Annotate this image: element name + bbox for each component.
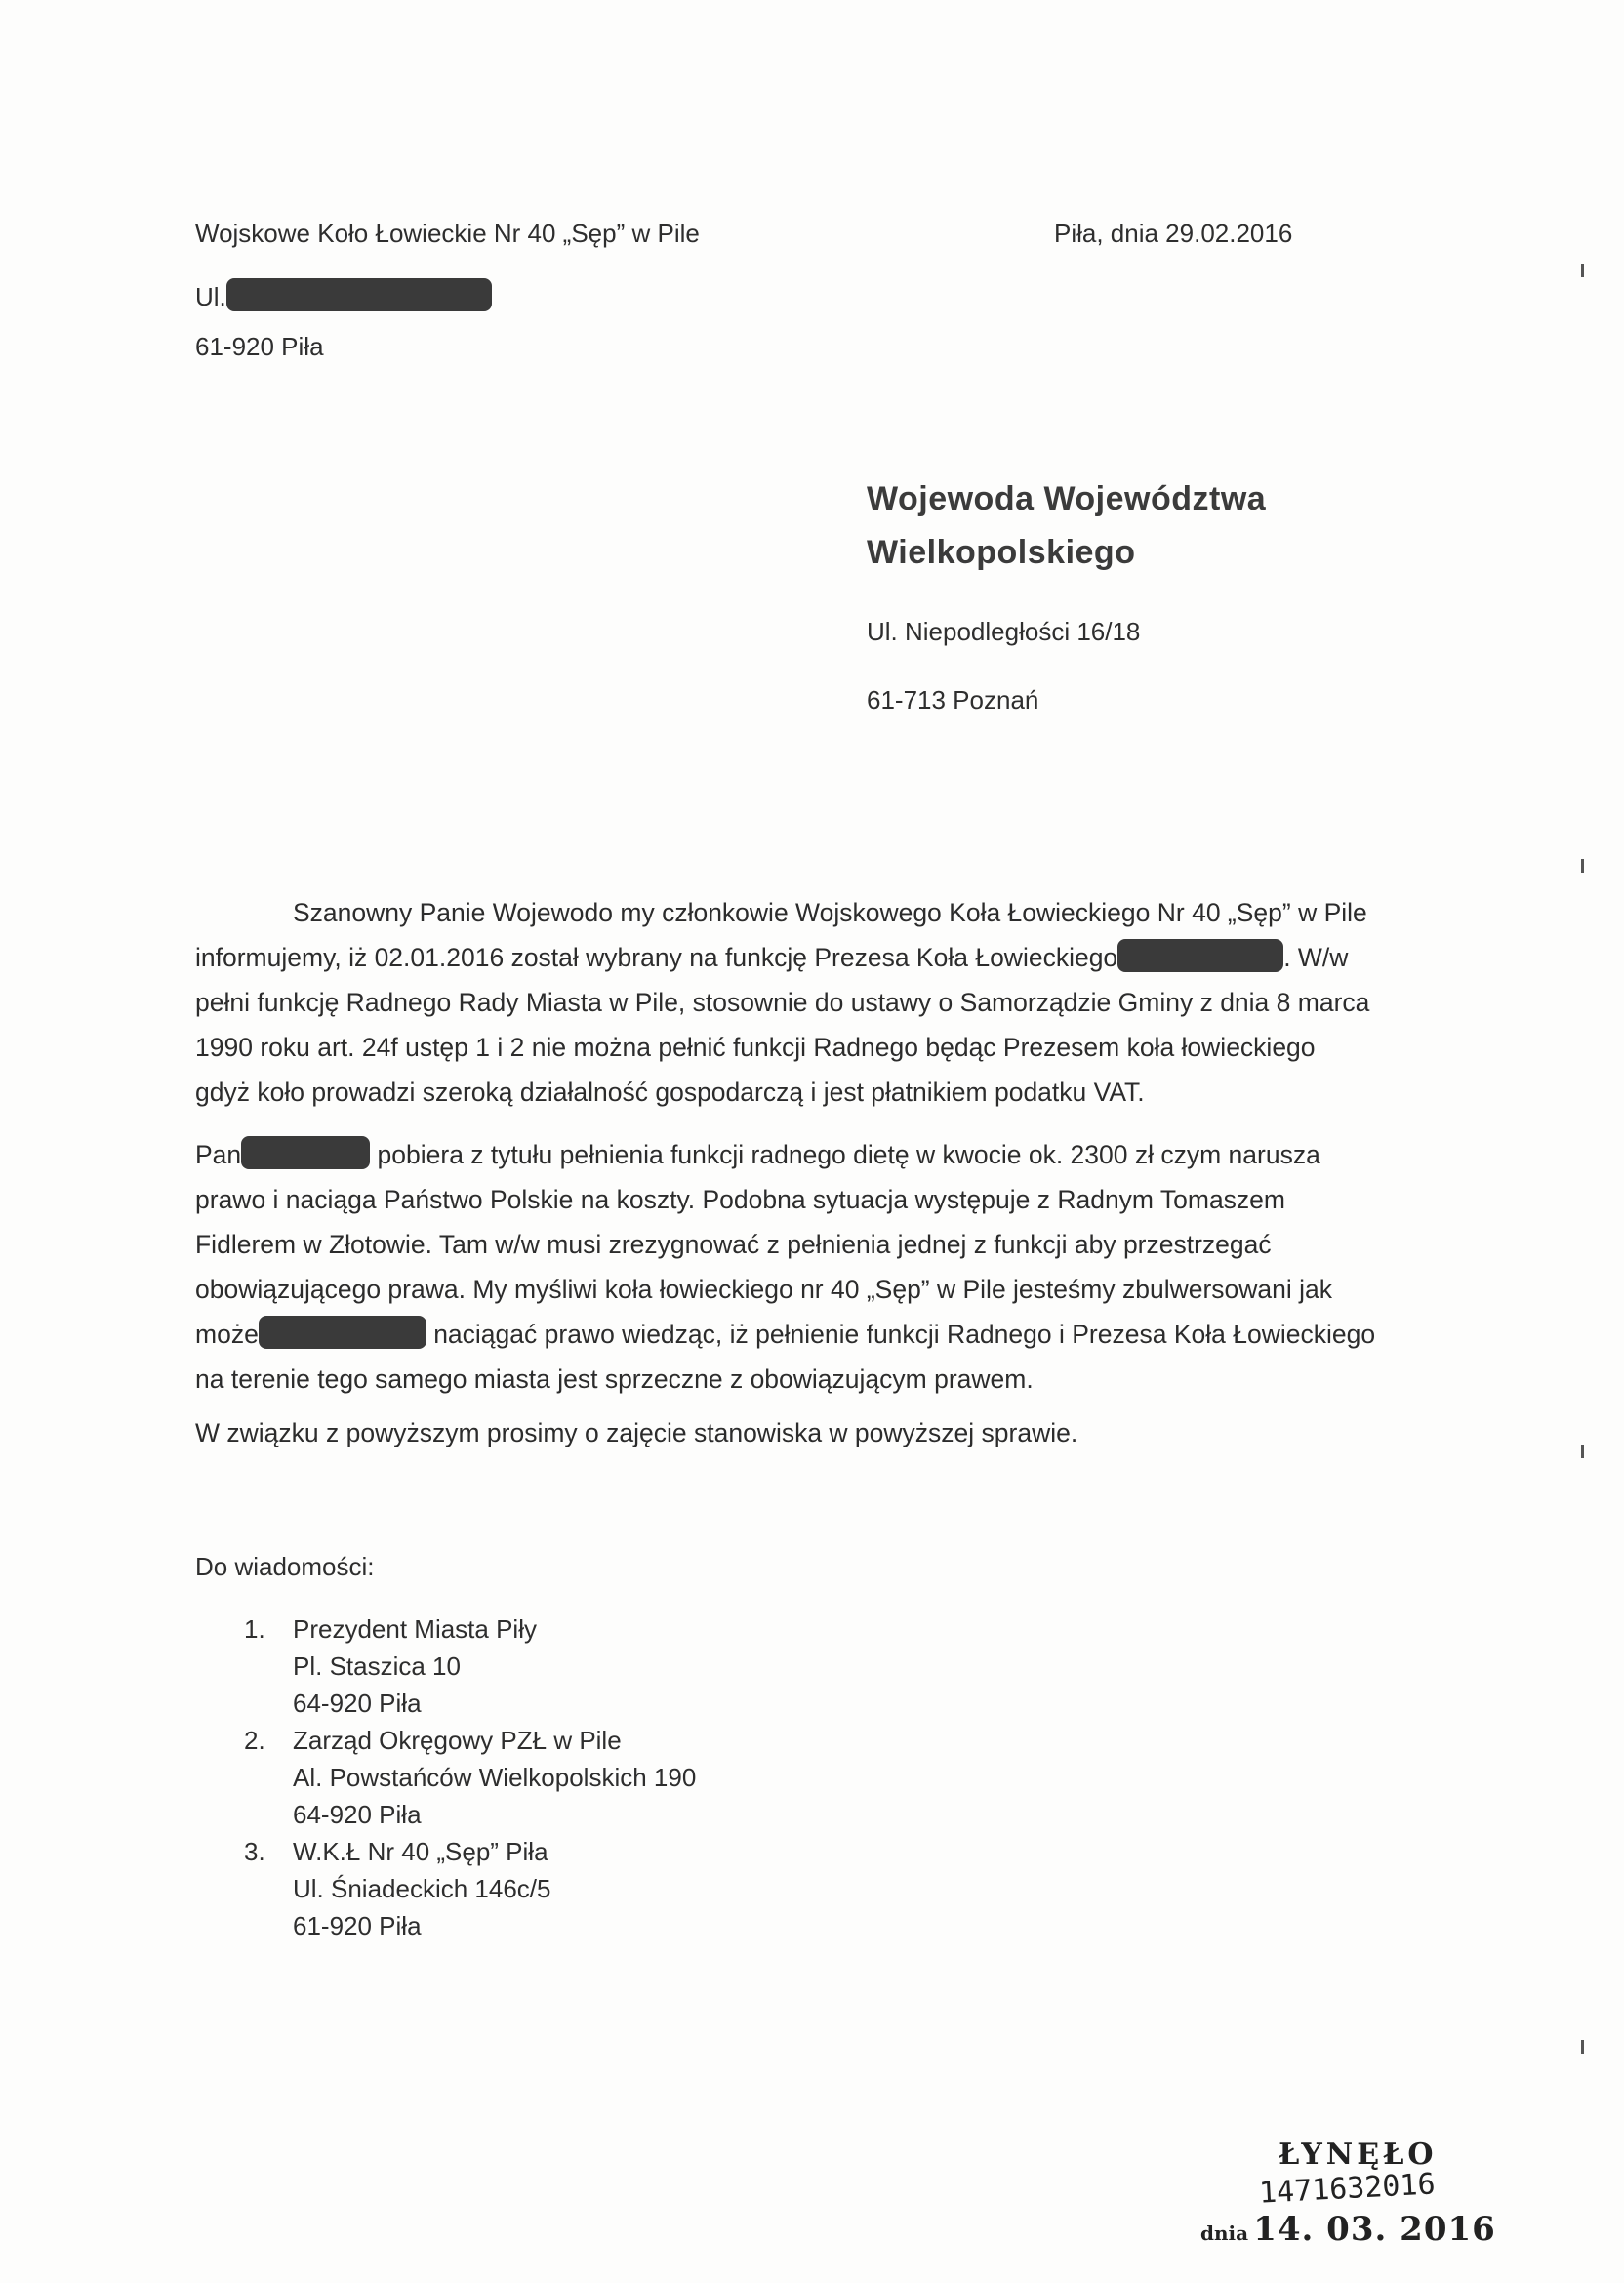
cc-item bbox=[244, 1610, 696, 1722]
cc-item-number: 1. bbox=[244, 1614, 265, 1644]
stamp-title: ŁYNĘŁO bbox=[1279, 2138, 1438, 2172]
paragraph-line bbox=[195, 935, 1464, 980]
redaction-box bbox=[1117, 939, 1283, 972]
place-date: Piła, dnia 29.02.2016 bbox=[1054, 219, 1293, 248]
recipient-city: 61-713 Poznań bbox=[867, 685, 1039, 714]
scan-mark bbox=[1581, 1445, 1584, 1458]
paragraph-text: pobiera z tytułu pełnienia funkcji radnego dietę w kwocie ok. 2300 zł czym narusza bbox=[377, 1140, 1320, 1169]
scan-mark bbox=[1581, 2040, 1584, 2054]
paragraph-line: Fidlerem w Złotowie. Tam w/w musi zrezygnować z pełnienia jednej z funkcji aby przestrzegać bbox=[195, 1230, 1272, 1259]
paragraph-line: obowiązującego prawa. My myśliwi koła łowieckiego nr 40 „Sęp” w Pile jesteśmy zbulwersowani jak bbox=[195, 1275, 1333, 1304]
cc-item bbox=[244, 1833, 696, 1944]
cc-item-address bbox=[293, 1722, 696, 1833]
cc-item-address bbox=[293, 1833, 550, 1944]
received-stamp bbox=[1200, 2138, 1496, 2249]
paragraph-line: prawo i naciąga Państwo Polskie na koszty. Podobna sytuacja występuje z Radnym Tomaszem bbox=[195, 1185, 1285, 1214]
sender-street bbox=[195, 278, 492, 313]
paragraph-line: 1990 roku art. 24f ustęp 1 i 2 nie można pełnić funkcji Radnego będąc Prezesem koła łowieckiego bbox=[195, 1033, 1316, 1062]
scan-mark bbox=[1581, 859, 1584, 873]
cc-item-number: 2. bbox=[244, 1726, 265, 1755]
paragraph-line: pełni funkcję Radnego Rady Miasta w Pile, stosownie do ustawy o Samorządzie Gminy z dnia 8 marca bbox=[195, 988, 1370, 1017]
cc-item-address bbox=[293, 1610, 537, 1722]
paragraph-text: informujemy, iż 02.01.2016 został wybrany na funkcję Prezesa Koła Łowieckiego bbox=[195, 943, 1118, 972]
cc-address-line: Zarząd Okręgowy PZŁ w Pile bbox=[293, 1726, 622, 1755]
cc-address-line: Al. Powstańców Wielkopolskich 190 bbox=[293, 1763, 697, 1792]
cc-list bbox=[244, 1610, 696, 1944]
paragraph-line bbox=[195, 1312, 1464, 1357]
cc-address-line: 64-920 Piła bbox=[293, 1800, 422, 1829]
recipient-street: Ul. Niepodległości 16/18 bbox=[867, 617, 1141, 646]
sender-name: Wojskowe Koło Łowieckie Nr 40 „Sęp” w Pile bbox=[195, 219, 700, 248]
body-paragraph-3: W związku z powyższym prosimy o zajęcie stanowiska w powyższej sprawie. bbox=[195, 1418, 1078, 1447]
scan-mark bbox=[1581, 264, 1584, 277]
paragraph-text: Pan bbox=[195, 1140, 242, 1169]
cc-address-line: Prezydent Miasta Piły bbox=[293, 1614, 537, 1644]
recipient-title-line1: Wojewoda Województwa bbox=[867, 480, 1267, 517]
cc-heading: Do wiadomości: bbox=[195, 1552, 375, 1581]
recipient-title-line2: Wielkopolskiego bbox=[867, 534, 1136, 571]
cc-address-line: Pl. Staszica 10 bbox=[293, 1651, 461, 1681]
cc-address-line: Ul. Śniadeckich 146c/5 bbox=[293, 1874, 551, 1903]
cc-item bbox=[244, 1722, 696, 1833]
cc-address-line: 64-920 Piła bbox=[293, 1689, 422, 1718]
paragraph-line: gdyż koło prowadzi szeroką działalność gospodarczą i jest płatnikiem podatku VAT. bbox=[195, 1078, 1145, 1107]
paragraph-line: Szanowny Panie Wojewodo my członkowie Wojskowego Koła Łowieckiego Nr 40 „Sęp” w Pile bbox=[293, 898, 1367, 927]
stamp-date-row bbox=[1200, 2210, 1496, 2249]
paragraph-text: . W/w bbox=[1283, 943, 1349, 972]
cc-address-line: W.K.Ł Nr 40 „Sęp” Piła bbox=[293, 1837, 548, 1866]
paragraph-line bbox=[195, 1132, 1464, 1177]
body-paragraph-2 bbox=[195, 1132, 1464, 1402]
paragraph-text: naciągać prawo wiedząc, iż pełnienie funkcji Radnego i Prezesa Koła Łowieckiego bbox=[433, 1320, 1376, 1349]
paragraph-line: na terenie tego samego miasta jest sprzeczne z obowiązującym prawem. bbox=[195, 1365, 1034, 1394]
cc-item-number: 3. bbox=[244, 1837, 265, 1866]
sender-street-prefix: Ul. bbox=[195, 282, 226, 311]
cc-address-line: 61-920 Piła bbox=[293, 1911, 422, 1940]
stamp-date-label: dnia bbox=[1200, 2222, 1249, 2245]
body-paragraph-1 bbox=[195, 890, 1464, 1115]
sender-city: 61-920 Piła bbox=[195, 332, 324, 361]
redaction-box bbox=[226, 278, 492, 311]
redaction-box bbox=[259, 1316, 426, 1349]
stamp-handwritten-number: 1471632016 bbox=[1258, 2167, 1437, 2211]
paragraph-text: może bbox=[195, 1320, 259, 1349]
redaction-box bbox=[241, 1136, 370, 1169]
stamp-date: 14. 03. 2016 bbox=[1253, 2210, 1496, 2249]
